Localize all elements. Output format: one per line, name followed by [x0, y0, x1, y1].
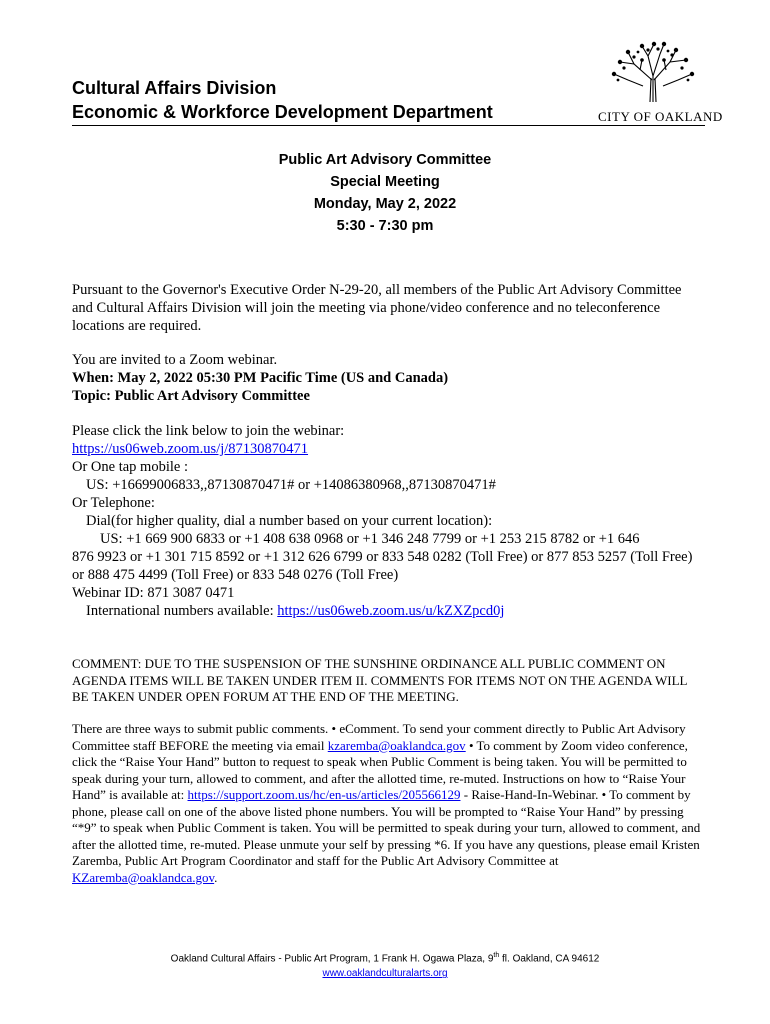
meeting-type: Special Meeting — [330, 174, 440, 190]
raise-hand-support-link[interactable]: https://support.zoom.us/hc/en-us/articles/205566129 — [187, 787, 461, 802]
logo-text: CITY OF OAKLAND — [598, 109, 723, 124]
department-header — [72, 76, 493, 124]
meeting-date: Monday, May 2, 2022 — [313, 196, 457, 212]
comments-part4: . — [214, 869, 218, 885]
dial-numbers-first: US: +1 669 900 6833 or +1 408 638 0968 or +1 346 248 7799 or +1 253 215 8782 or +1 646 — [100, 531, 640, 547]
zoom-info — [72, 351, 702, 620]
page-footer — [0, 948, 770, 981]
intl-label: International numbers available: — [86, 603, 278, 619]
department-title: Economic & Workforce Development Department — [72, 102, 493, 122]
committee-name: Public Art Advisory Committee — [278, 152, 492, 168]
staff-email-link[interactable]: kzaremba@oaklandca.gov — [327, 737, 466, 753]
international-numbers — [72, 602, 702, 620]
header-divider — [72, 125, 705, 126]
international-link[interactable]: https://us06web.zoom.us/u/kZXZpcd0j — [277, 603, 505, 619]
oak-tree-icon — [598, 40, 708, 102]
comment-notice: COMMENT: DUE TO THE SUSPENSION OF THE SUNSHINE ORDINANCE ALL PUBLIC COMMENT ON AGENDA ITEMS WILL BE TAKEN UNDER ITEM II. COMMENTS FOR ITEMS NOT ON THE AGENDA WILL BE TAKEN UNDER OPEN FORUM AT THE END OF THE MEETING. — [72, 656, 687, 704]
meeting-heading — [0, 149, 770, 237]
dial-numbers-rest: 876 9923 or +1 301 715 8592 or +1 312 626 6799 or 833 548 0282 (Toll Free) or 877 853 5257 (Toll Free) or 888 475 4499 (Toll Free) or 833 548 0276 (Toll Free) — [72, 549, 693, 583]
website-link[interactable]: www.oaklandculturalarts.org — [322, 968, 448, 980]
one-tap-label: Or One tap mobile : — [72, 459, 188, 475]
coordinator-email-link[interactable]: KZaremba@oaklandca.gov — [72, 869, 215, 885]
comments-part3: - Raise-Hand-In-Webinar. • To comment by phone, please call on one of the above listed phone numbers. You will be prompted to “Raise Your Hand” by pressing “*9” to speak when Public Comment is taken. You will be permitted to speak during your turn, allowed to comment, and after the allotted time, re-muted. Please unmute your self by pressing *6. If you have any questions, please email Kristen Zaremba, Public Art Program Coordinator and staff for the Public Art Advisory Committee at — [72, 787, 701, 868]
zoom-invite: You are invited to a Zoom webinar. — [72, 352, 278, 368]
comments-part2: • To comment by Zoom video conference, click the “Raise Your Hand” button to request to speak when Public Comment is being taken. You will be permitted to speak during your turn, allowed to comment, and after the allotted time, re-muted. Instructions on how to “Raise Your Hand” is available at: — [72, 737, 688, 802]
city-logo — [598, 40, 723, 125]
zoom-when: When: May 2, 2022 05:30 PM Pacific Time (US and Canada) — [72, 370, 449, 386]
join-instruction: Please click the link below to join the webinar: — [72, 423, 345, 439]
meeting-time: 5:30 - 7:30 pm — [336, 218, 434, 234]
webinar-link[interactable]: https://us06web.zoom.us/j/87130870471 — [72, 441, 309, 457]
comments-part1: There are three ways to submit public comments. • eComment. To send your comment directly to Public Art Advisory Committee staff BEFORE the meeting via email — [72, 721, 686, 753]
public-comment-instructions — [72, 721, 702, 886]
telephone-label: Or Telephone: — [72, 495, 155, 511]
webinar-id: Webinar ID: 871 3087 0471 — [72, 585, 235, 601]
zoom-topic: Topic: Public Art Advisory Committee — [72, 388, 310, 404]
dial-label: Dial(for higher quality, dial a number based on your current location): — [86, 513, 493, 529]
intro-paragraph: Pursuant to the Governor's Executive Order N-29-20, all members of the Public Art Advisory Committee and Cultural Affairs Division will join the meeting via phone/video conference and no teleconference locations are required. — [72, 282, 682, 334]
division-title: Cultural Affairs Division — [72, 78, 277, 98]
footer-address: Oakland Cultural Affairs - Public Art Program, 1 Frank H. Ogawa Plaza, 9th fl. Oakland, CA 94612 — [170, 952, 600, 965]
one-tap-numbers: US: +16699006833,,87130870471# or +14086380968,,87130870471# — [86, 477, 496, 493]
